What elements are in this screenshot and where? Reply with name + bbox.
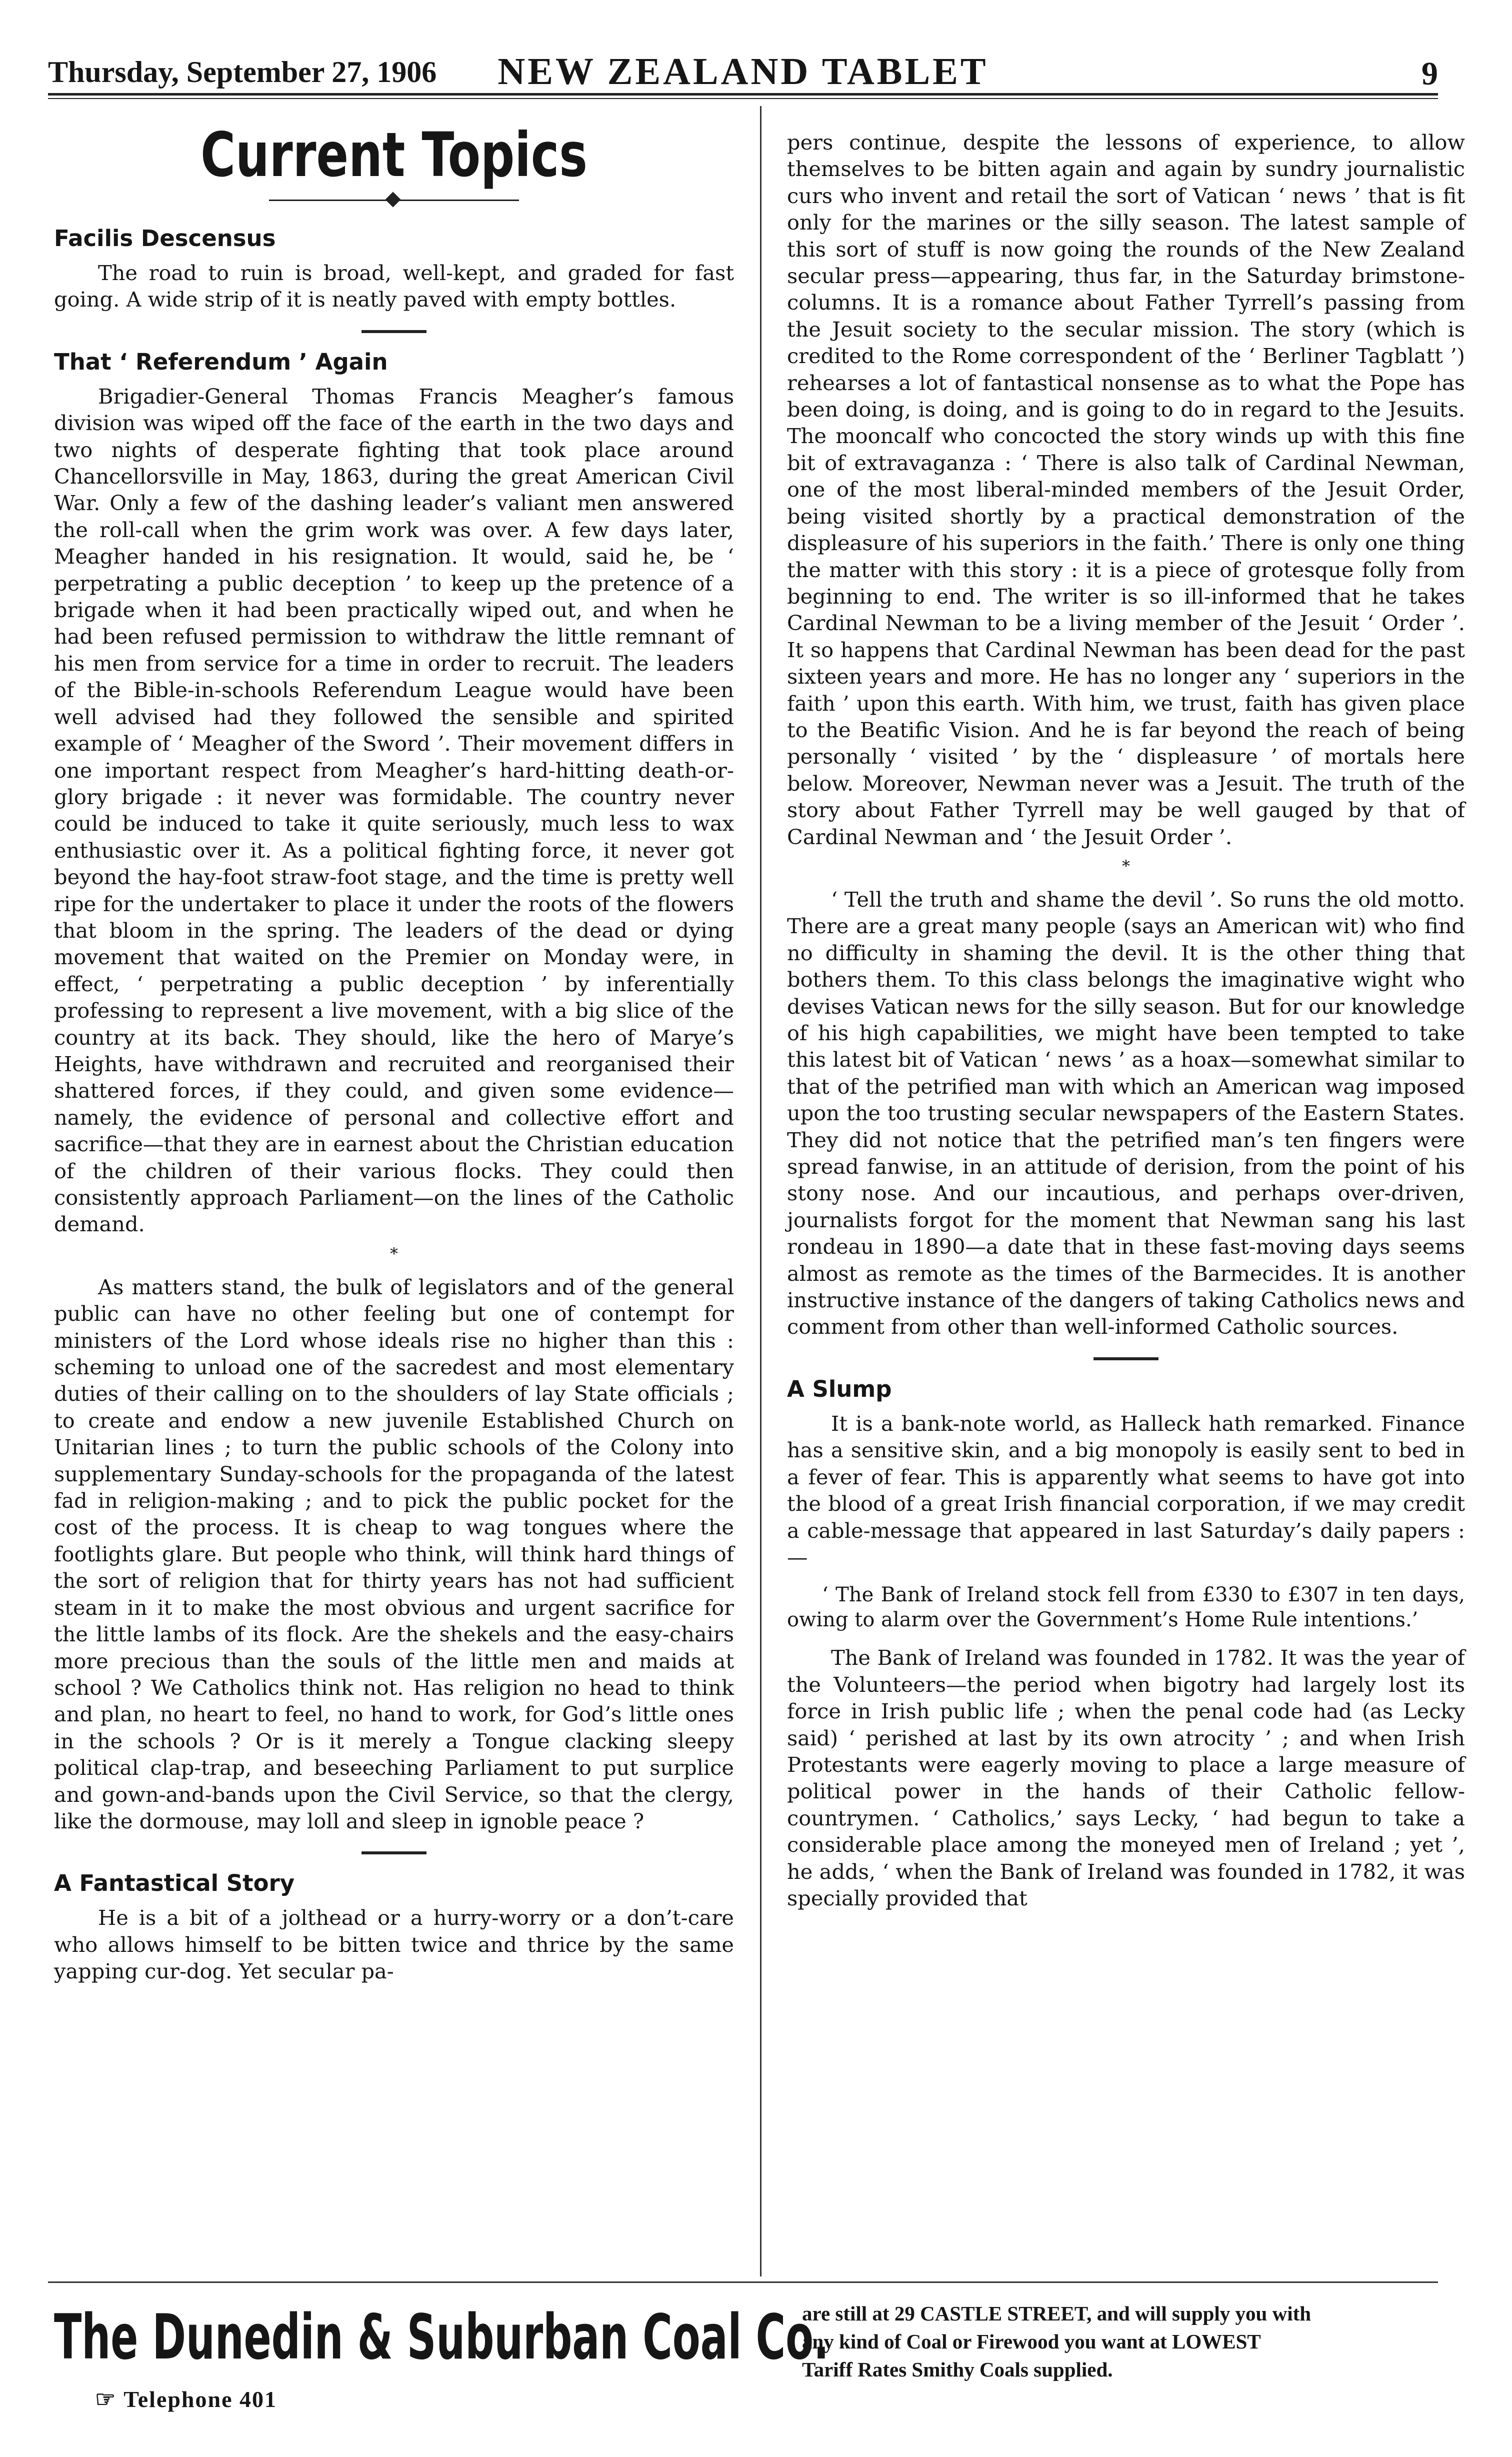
asterisk-separator: * (390, 1244, 398, 1263)
article-paragraph: pers continue, despite the lessons of experience, to allow themselves to be bitten again and again by sundry journalistic curs who invent and retail the sort of Vatican ‘ news ’ that is fit only for the marines or the silly season. The latest sample of this sort of stuff is now going the rounds of the New Zealand secular press—appearing, thus far, in the Saturday brimstone-columns. It is a romance about Father Tyrrell’s passing from the Jesuit society to the secular mission. The story (which is credited to the Rome correspondent of the ‘ Berliner Tagblatt ’) rehearses a lot of fantastical nonsense as to what the Pope has been doing, is doing, and is going to do in regard to the Jesuits. The mooncalf who concocted the story winds up with this fine bit of extravaganza : ‘ There is also talk of Cardinal Newman, one of the most liberal-minded members of the Jesuit Order, being visited shortly by a practical demonstration of the displeasure of his superiors in the faith.’ There is only one thing the matter with this story : it is a piece of grotesque folly from beginning to end. The writer is so ill-informed that he takes Cardinal Newman to be a living member of the Jesuit ‘ Order ’. It so happens that Cardinal Newman has been dead for the past sixteen years and more. He has no longer any ‘ superiors in the faith ’ upon this earth. With him, we trust, faith has given place to the Beatific Vision. And he is far beyond the reach of being personally ‘ visited ’ by the ‘ displeasure ’ of mortals here below. Moreover, Newman never was a Jesuit. The truth of the story about Father Tyrrell may be well gauged by that of Cardinal Newman and ‘ the Jesuit Order ’. (787, 130, 1465, 849)
advertisement-text (802, 2299, 1437, 2383)
page-number: 9 (1422, 56, 1438, 92)
diamond-icon (385, 192, 400, 207)
article-paragraph: ‘ Tell the truth and shame the devil ’. So runs the old motto. There are a great many people (says an American wit) who find no difficulty in shaming the devil. It is the other thing that bothers them. To this class belongs the imaginative wight who devises Vatican news for the silly season. But for our knowledge of his high capabilities, we might have been tempted to take this latest bit of Vatican ‘ news ’ as a hoax—somewhat similar to that of the petrified man with which an American wag imposed upon the too trusting secular newspapers of the Eastern States. They did not notice that the petrified man’s ten fingers were spread fanwise, in an attitude of derision, from the point of his stony nose. And our incautious, and perhaps over-driven, journalists forgot for the moment that Newman sang his last rondeau in 1890—a date that in these fast-moving days seems almost as remote as the times of the Barmecides. It is another instructive instance of the dangers of taking Catholics news and comment from other than well-informed Catholic sources. (787, 887, 1465, 1339)
asterisk-separator: * (1122, 856, 1130, 876)
section-separator (1094, 1357, 1158, 1360)
header-rule-thin (48, 98, 1438, 99)
quote-text: ‘ The Bank of Ireland stock fell from £330 to £307 in ten days, owing to alarm over the Government’s Home Rule intentions.’ (787, 1583, 1465, 1632)
ad-line: any kind of Coal or Firewood you want at LOWEST (802, 2330, 1261, 2353)
page-header (48, 46, 1438, 91)
advertiser-name: The Dunedin & Suburban Coal Co. (54, 2301, 829, 2373)
header-rule (48, 93, 1438, 96)
article-paragraph: Brigadier-General Thomas Francis Meagher’s famous division was wiped off the face of the earth in the two days and two nights of desperate fighting that took place around Chancellorsville in May, 1863, during the great American Civil War. Only a few of the dashing leader’s valiant men answered the roll-call when the grim work was over. A few days later, Meagher handed in his resignation. It would, said he, be ‘ perpetrating a public deception ’ to keep up the pretence of a brigade when it had been practically wiped out, and when he had been refused permission to withdraw the little remnant of his men from service for a time in order to recruit. The leaders of the Bible-in-schools Referendum League would have been well advised had they followed the sensible and spirited example of ‘ Meagher of the Sword ’. Their movement differs in one important respect from Meagher’s hard-hitting death-or-glory brigade : it never was formidable. The country never could be induced to take it quite seriously, much less to wax enthusiastic over it. As a political fighting force, it never got beyond the hay-foot straw-foot stage, and the time is pretty well ripe for the undertaker to place it under the roots of the flowers that bloom in the spring. The leaders of the dead or dying movement that waited on the Premier on Monday were, in effect, ‘ perpetrating a public deception ’ by inferentially professing to represent a live movement, with a big slice of the country at its back. They should, like the hero of Marye’s Heights, have withdrawn and recruited and reorganised their shattered forces, if they could, and given some evidence—namely, the evidence of personal and collective effort and sacrifice—that they are in earnest about the Christian education of the children of their various flocks. They could then consistently approach Parliament—on the lines of the Catholic demand. (54, 384, 734, 1237)
telephone-text: Telephone 401 (124, 2386, 277, 2412)
article-heading-slump: A Slump (787, 1375, 892, 1402)
section-separator (362, 330, 426, 333)
article-paragraph: He is a bit of a jolthead or a hurry-worry or a don’t-care who allows himself to be bitten twice and thrice by the same yapping cur-dog. Yet secular pa- (54, 1905, 734, 1984)
section-masthead: Current Topics (200, 120, 588, 191)
article-heading-referendum: That ‘ Referendum ’ Again (54, 348, 388, 375)
pointing-hand-icon: ☞ (95, 2386, 117, 2412)
column-divider (760, 106, 762, 2276)
masthead-ornament (54, 193, 734, 208)
left-column (54, 120, 734, 1985)
right-column (787, 129, 1465, 1911)
article-heading-fantastical: A Fantastical Story (54, 1870, 295, 1897)
issue-date: Thursday, September 27, 1906 (48, 56, 437, 89)
article-paragraph: The road to ruin is broad, well-kept, and graded for fast going. A wide strip of it is neatly paved with empty bottles. (54, 261, 734, 312)
publication-title: NEW ZEALAND TABLET (498, 51, 988, 93)
article-heading-facilis: Facilis Descensus (54, 225, 276, 252)
article-paragraph: As matters stand, the bulk of legislators and of the general public can have no other feeling but one of contempt for ministers of the Lord whose ideals rise no higher than this : scheming to unload one of the sacredest and most elementary duties of their calling on to the shoulders of lay State officials ; to create and endow a new juvenile Established Church on Unitarian lines ; to turn the public schools of the Colony into supplementary Sunday-schools for the propaganda of the latest fad in religion-making ; and to pick the public pocket for the cost of the process. It is cheap to wag tongues where the footlights glare. But people who think, will think hard things of the sort of religion that for thirty years has not had sufficient steam in it to make the most obvious and urgent sacrifice for the little lambs of its flock. Are the shekels and the easy-chairs more precious than the souls of the little men and maids at school ? We Catholics think not. Has religion no head to think and plan, no heart to feel, no hand to work, for God’s little ones in the schools ? Or is it merely a Tongue clacking sleepy political clap-trap, and beseeching Parliament to put surplice and gown-and-bands upon the Civil Service, so that the clergy, like the dormouse, may loll and sleep in ignoble peace ? (54, 1274, 734, 1833)
advertiser-telephone (95, 2385, 277, 2412)
section-separator (362, 1851, 426, 1854)
ad-line: are still at 29 CASTLE STREET, and will supply you with (802, 2302, 1312, 2325)
footer-rule (48, 2281, 1438, 2283)
article-paragraph: It is a bank-note world, as Halleck hath remarked. Finance has a sensitive skin, and a big monopoly is easily sent to bed in a fever of fear. This is apparently what seems to have got into the blood of a great Irish financial corporation, if we may credit a cable-message that appeared in last Saturday’s daily papers :— (787, 1411, 1465, 1569)
ad-line: Tariff Rates Smithy Coals supplied. (802, 2358, 1113, 2381)
cable-quote (787, 1582, 1465, 1632)
article-paragraph: The Bank of Ireland was founded in 1782. It was the year of the Volunteers—the period when bigotry had largely lost its force in Irish public life ; when the penal code had (as Lecky said) ‘ perished at last by its own atrocity ’ ; and when Irish Protestants were eagerly moving to place a large measure of political power in the hands of their Catholic fellow-countrymen. ‘ Catholics,’ says Lecky, ‘ had begun to take a considerable place among the moneyed men of Ireland ; yet ’, he adds, ‘ when the Bank of Ireland was founded in 1782, it was specially provided that (787, 1645, 1465, 1910)
